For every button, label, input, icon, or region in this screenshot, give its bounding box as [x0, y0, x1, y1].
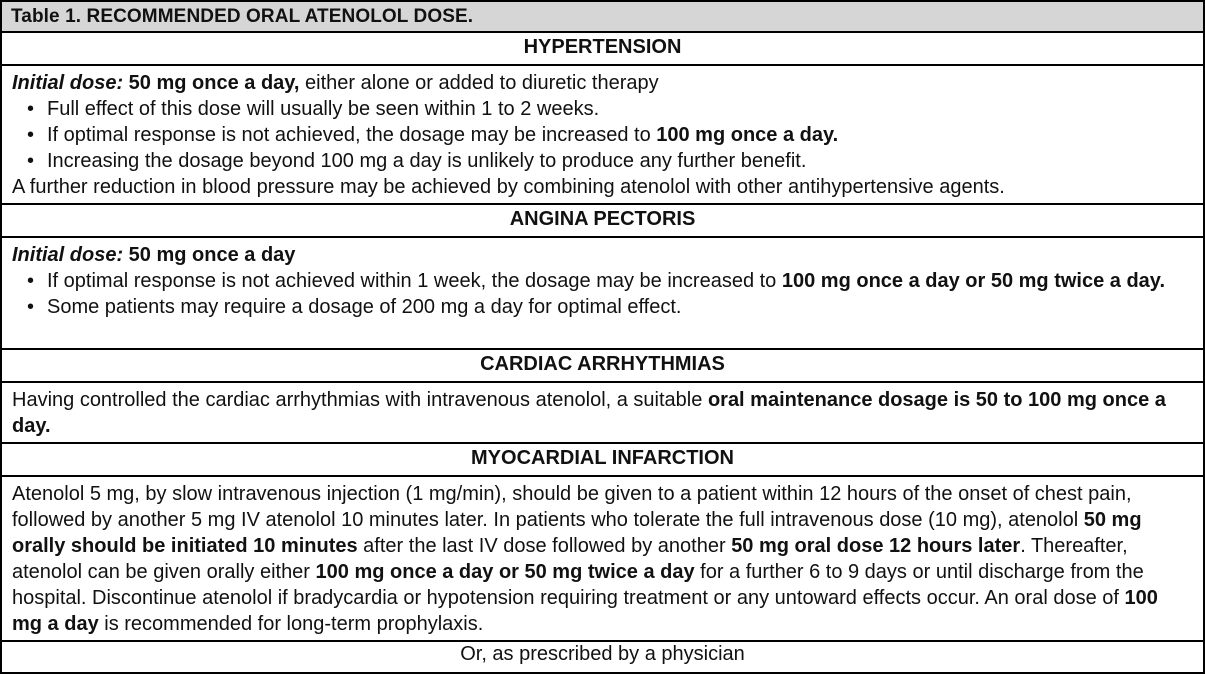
list-item-emphasis: 100 mg once a day or 50 mg twice a day.	[781, 270, 1165, 292]
section-body-hypertension	[2, 66, 1203, 205]
section-heading-hypertension: HYPERTENSION	[2, 33, 1203, 66]
infarction-text-emphasis: 50 mg oral dose 12 hours later	[731, 535, 1021, 557]
infarction-text	[12, 481, 1191, 637]
list-item-text: If optimal response is not achieved within 1 week, the dosage may be increased to	[47, 270, 782, 292]
list-item-text: Increasing the dosage beyond 100 mg a day is unlikely to produce any further benefit.	[47, 150, 807, 172]
section-heading-angina: ANGINA PECTORIS	[2, 205, 1203, 238]
section-heading-infarction: MYOCARDIAL INFARCTION	[2, 444, 1203, 477]
bullet-icon: •	[27, 98, 35, 120]
infarction-text-plain: . Thereafter, atenolol can be given orally either	[12, 535, 1128, 583]
arrhythmia-text-plain: Having controlled the cardiac arrhythmias with intravenous atenolol, a suitable	[12, 389, 708, 411]
section-heading-arrhythmias: CARDIAC ARRHYTHMIAS	[2, 350, 1203, 383]
table-caption: Table 1. RECOMMENDED ORAL ATENOLOL DOSE.	[2, 2, 1203, 33]
bullet-list	[12, 96, 1191, 174]
bullet-list	[12, 268, 1191, 320]
infarction-text-plain: is recommended for long-term prophylaxis.	[98, 613, 484, 635]
section-body-infarction	[2, 477, 1203, 642]
table-footer: Or, as prescribed by a physician	[460, 643, 745, 665]
list-item-emphasis: 100 mg once a day.	[656, 124, 839, 146]
bullet-icon: •	[27, 124, 35, 146]
initial-dose-label: Initial dose:	[12, 244, 124, 266]
bullet-icon: •	[27, 296, 35, 318]
initial-dose-label: Initial dose:	[12, 72, 124, 94]
closing-note: A further reduction in blood pressure may be achieved by combining atenolol with other antihypertensive agents.	[12, 176, 1005, 198]
bullet-icon: •	[27, 150, 35, 172]
list-item	[12, 122, 1191, 148]
infarction-text-emphasis: 100 mg once a day or 50 mg twice a day	[315, 561, 695, 583]
list-item-text: If optimal response is not achieved, the dosage may be increased to	[47, 124, 657, 146]
bullet-icon: •	[27, 270, 35, 292]
initial-dose-note: either alone or added to diuretic therapy	[299, 72, 659, 94]
initial-dose-value: 50 mg once a day	[123, 244, 296, 266]
arrhythmia-text-emphasis: oral maintenance dosage is 50 to 100 mg once a day.	[12, 389, 1166, 437]
infarction-text-plain: Atenolol 5 mg, by slow intravenous injection (1 mg/min), should be given to a patient within 12 hours of the onset of chest pain, followed by another 5 mg IV atenolol 10 minutes later. In patients who tolerate the full intravenous dose (10 mg), atenolol	[12, 483, 1132, 531]
list-item	[12, 96, 1191, 122]
list-item-text: Full effect of this dose will usually be seen within 1 to 2 weeks.	[47, 98, 600, 120]
list-item	[12, 148, 1191, 174]
infarction-text-emphasis: 50 mg orally should be initiated 10 minutes	[12, 509, 1142, 557]
initial-dose-line	[12, 242, 1191, 268]
initial-dose-line	[12, 70, 1191, 96]
infarction-text-plain: after the last IV dose followed by another	[357, 535, 732, 557]
list-item	[12, 294, 1191, 320]
list-item-text: Some patients may require a dosage of 200 mg a day for optimal effect.	[47, 296, 682, 318]
infarction-text-plain: for a further 6 to 9 days or until discharge from the hospital. Discontinue atenolol if bradycardia or hypotension requiring treatment or any untoward effects occur. An oral dose of	[12, 561, 1144, 609]
list-item	[12, 268, 1191, 294]
infarction-text-emphasis: 100 mg a day	[12, 587, 1158, 635]
initial-dose-value: 50 mg once a day,	[123, 72, 300, 94]
arrhythmia-text	[12, 387, 1191, 439]
section-body-angina	[2, 238, 1203, 350]
section-body-arrhythmias	[2, 383, 1203, 444]
